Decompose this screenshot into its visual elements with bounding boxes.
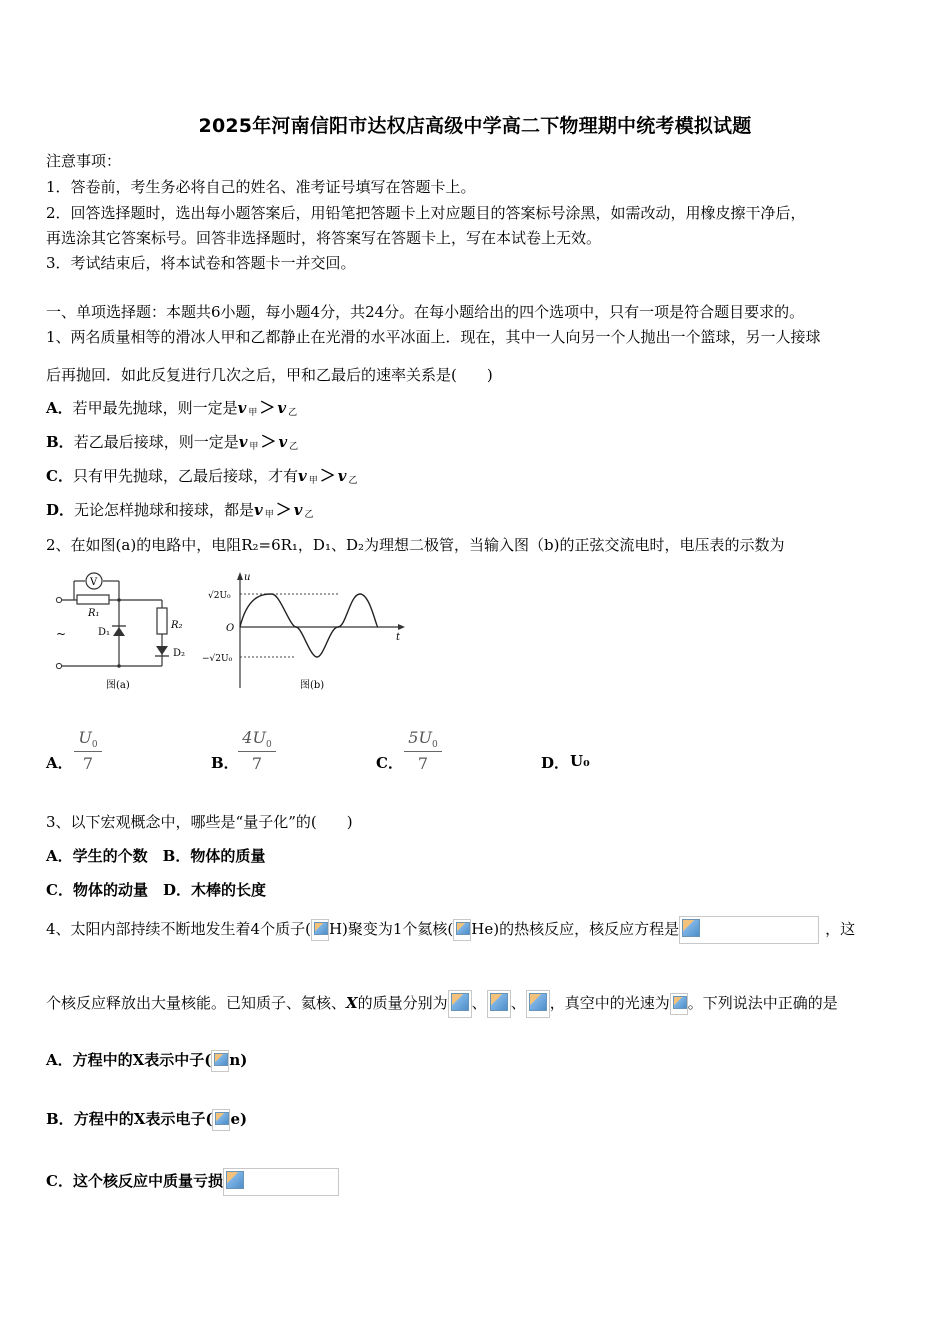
fraction (238, 728, 276, 773)
notice-item: 2．回答选择题时，选出每小题答案后，用铅笔把答题卡上对应题目的答案标号涂黑，如需改动，用橡皮擦干净后， (46, 204, 806, 222)
sub-jia: 甲 (264, 510, 274, 520)
greater-than: ＞ (319, 466, 336, 485)
q3-options-row[interactable]: C．物体的动量 D．木棒的长度 (46, 881, 266, 899)
sub-jia: 甲 (249, 442, 259, 452)
source-symbol: ~ (56, 627, 67, 641)
d1-label: D₁ (98, 627, 111, 638)
option-text: 方程中的X表示中子( (72, 1051, 212, 1069)
q4-text: 4、太阳内部持续不断地发生着4个质子( (46, 920, 311, 938)
q4-text: ，这 (825, 920, 856, 938)
broken-image-icon (670, 993, 688, 1015)
q4-text: H)聚变为1个氦核( (328, 920, 454, 938)
option-label: A． (46, 399, 73, 417)
q4-stem-line2 (46, 990, 838, 1018)
peak-label: √2U₀ (208, 591, 231, 601)
q1-option-b[interactable] (46, 432, 298, 457)
fraction (404, 728, 442, 773)
voltmeter-label: V (90, 577, 98, 588)
option-text: e) (230, 1110, 248, 1128)
page-title: 2025年河南信阳市达权店高级中学高二下物理期中统考模拟试题 (198, 115, 752, 137)
separator: 、 (510, 994, 526, 1012)
q2-stem: 2、在如图(a)的电路中，电阻R₂=6R₁，D₁、D₂为理想二极管，当输入图（b)的正弦交流电时，电压表的示数为 (46, 536, 785, 554)
option-label: B． (46, 1110, 74, 1128)
t-axis-label: t (396, 632, 401, 643)
terminal (56, 597, 61, 602)
figure-b-caption: 图(b) (300, 680, 325, 691)
option-label: D． (541, 754, 570, 772)
d2-label: D₂ (173, 648, 186, 659)
greater-than: ＞ (260, 432, 277, 451)
section-heading: 一、单项选择题：本题共6小题，每小题4分，共24分。在每小题给出的四个选项中，只有一项是符合题目要求的。 (46, 303, 805, 321)
broken-image-icon (211, 1050, 229, 1072)
numerator-sub: 0 (91, 740, 98, 751)
r1-label: R₁ (88, 608, 100, 619)
option-label: B． (211, 754, 239, 772)
diode-d2 (156, 646, 168, 655)
broken-image-icon (487, 990, 511, 1018)
broken-image-icon (679, 916, 819, 944)
var-v: v (237, 399, 247, 417)
sub-jia: 甲 (308, 476, 318, 486)
option-label: C． (46, 467, 73, 485)
option-label: A． (46, 1051, 73, 1069)
option-label: C． (376, 754, 403, 772)
numerator-sub: 0 (265, 740, 272, 751)
q1-option-d[interactable] (46, 500, 314, 525)
sub-jia: 甲 (248, 408, 258, 418)
option-label: A． (46, 754, 73, 772)
trough-label: −√2U₀ (202, 654, 233, 664)
q4-option-a[interactable] (46, 1050, 247, 1072)
var-v: v (254, 501, 263, 519)
option-text: 若乙最后接球，则一定是 (73, 433, 239, 451)
sub-yi: 乙 (304, 510, 314, 520)
option-text: 若甲最先抛球，则一定是 (72, 399, 238, 417)
var-x: X (346, 994, 358, 1012)
option-text: 只有甲先抛球，乙最后接球，才有 (72, 467, 298, 485)
q3-options-row[interactable]: A．学生的个数 B．物体的质量 (46, 847, 266, 865)
var-v: v (278, 433, 288, 451)
var-v: v (293, 501, 303, 519)
broken-image-icon (448, 990, 472, 1018)
waveform-figure-b (200, 566, 410, 696)
r2-label: R₂ (171, 620, 183, 631)
broken-image-icon (212, 1109, 230, 1131)
q4-text: He)的热核反应，核反应方程是 (471, 920, 680, 938)
sub-yi: 乙 (348, 476, 358, 486)
var-v: v (238, 433, 248, 451)
terminal (56, 663, 61, 668)
sub-yi: 乙 (288, 408, 298, 418)
circuit-figure-a (44, 566, 209, 696)
notice-item: 再选涂其它答案标号。回答非选择题时，将答案写在答题卡上，写在本试卷上无效。 (46, 229, 602, 247)
option-label: B． (46, 433, 74, 451)
q1-stem-line2: 后再抛回．如此反复进行几次之后，甲和乙最后的速率关系是( ) (46, 366, 493, 384)
denominator: 7 (251, 754, 263, 774)
figure-a-caption: 图(a) (106, 680, 130, 691)
numerator: 4U (242, 728, 266, 747)
separator: 、 (471, 994, 487, 1012)
q4-text: 的质量分别为 (357, 994, 448, 1012)
q1-option-a[interactable] (46, 398, 297, 423)
var-v: v (277, 399, 287, 417)
broken-image-icon (453, 919, 471, 941)
q3-stem: 3、以下宏观概念中，哪些是“量子化”的( ) (46, 813, 353, 831)
origin-label: O (226, 623, 235, 634)
var-v: v (297, 467, 307, 485)
option-text: U₀ (570, 752, 590, 770)
option-text: 这个核反应中质量亏损 (72, 1172, 223, 1190)
broken-image-icon (311, 919, 329, 941)
option-text: n) (229, 1051, 248, 1069)
q4-stem-line1 (46, 916, 855, 944)
q4-text: 。下列说法中正确的是 (687, 994, 838, 1012)
q4-text: 个核反应释放出大量核能。已知质子、氦核、 (46, 994, 347, 1012)
broken-image-icon (526, 990, 550, 1018)
notice-heading: 注意事项： (46, 152, 122, 170)
q1-option-c[interactable] (46, 466, 357, 491)
var-v: v (337, 467, 347, 485)
numerator: 5U (408, 728, 432, 747)
numerator-sub: 0 (431, 740, 438, 751)
q1-stem-line1: 1、两名质量相等的滑冰人甲和乙都静止在光滑的水平冰面上．现在，其中一人向另一个人抛出一个篮球，另一人接球 (46, 328, 821, 346)
u-axis-label: u (244, 572, 251, 583)
numerator: U (78, 728, 92, 747)
option-text: 方程中的X表示电子( (73, 1110, 213, 1128)
q4-option-b[interactable] (46, 1109, 247, 1131)
notice-item: 3．考试结束后，将本试卷和答题卡一并交回。 (46, 254, 356, 272)
option-label: D． (46, 501, 75, 519)
diode-d1 (113, 627, 125, 636)
broken-image-icon (223, 1168, 339, 1196)
q4-text: ，真空中的光速为 (549, 994, 670, 1012)
denominator: 7 (82, 754, 94, 774)
q4-option-c[interactable] (46, 1168, 339, 1196)
option-label: C． (46, 1172, 73, 1190)
greater-than: ＞ (259, 398, 276, 417)
denominator: 7 (417, 754, 429, 774)
notice-item: 1．答卷前，考生务必将自己的姓名、准考证号填写在答题卡上。 (46, 178, 476, 196)
sub-yi: 乙 (289, 442, 299, 452)
greater-than: ＞ (275, 500, 292, 519)
fraction (74, 728, 102, 773)
option-text: 无论怎样抛球和接球，都是 (74, 501, 255, 519)
